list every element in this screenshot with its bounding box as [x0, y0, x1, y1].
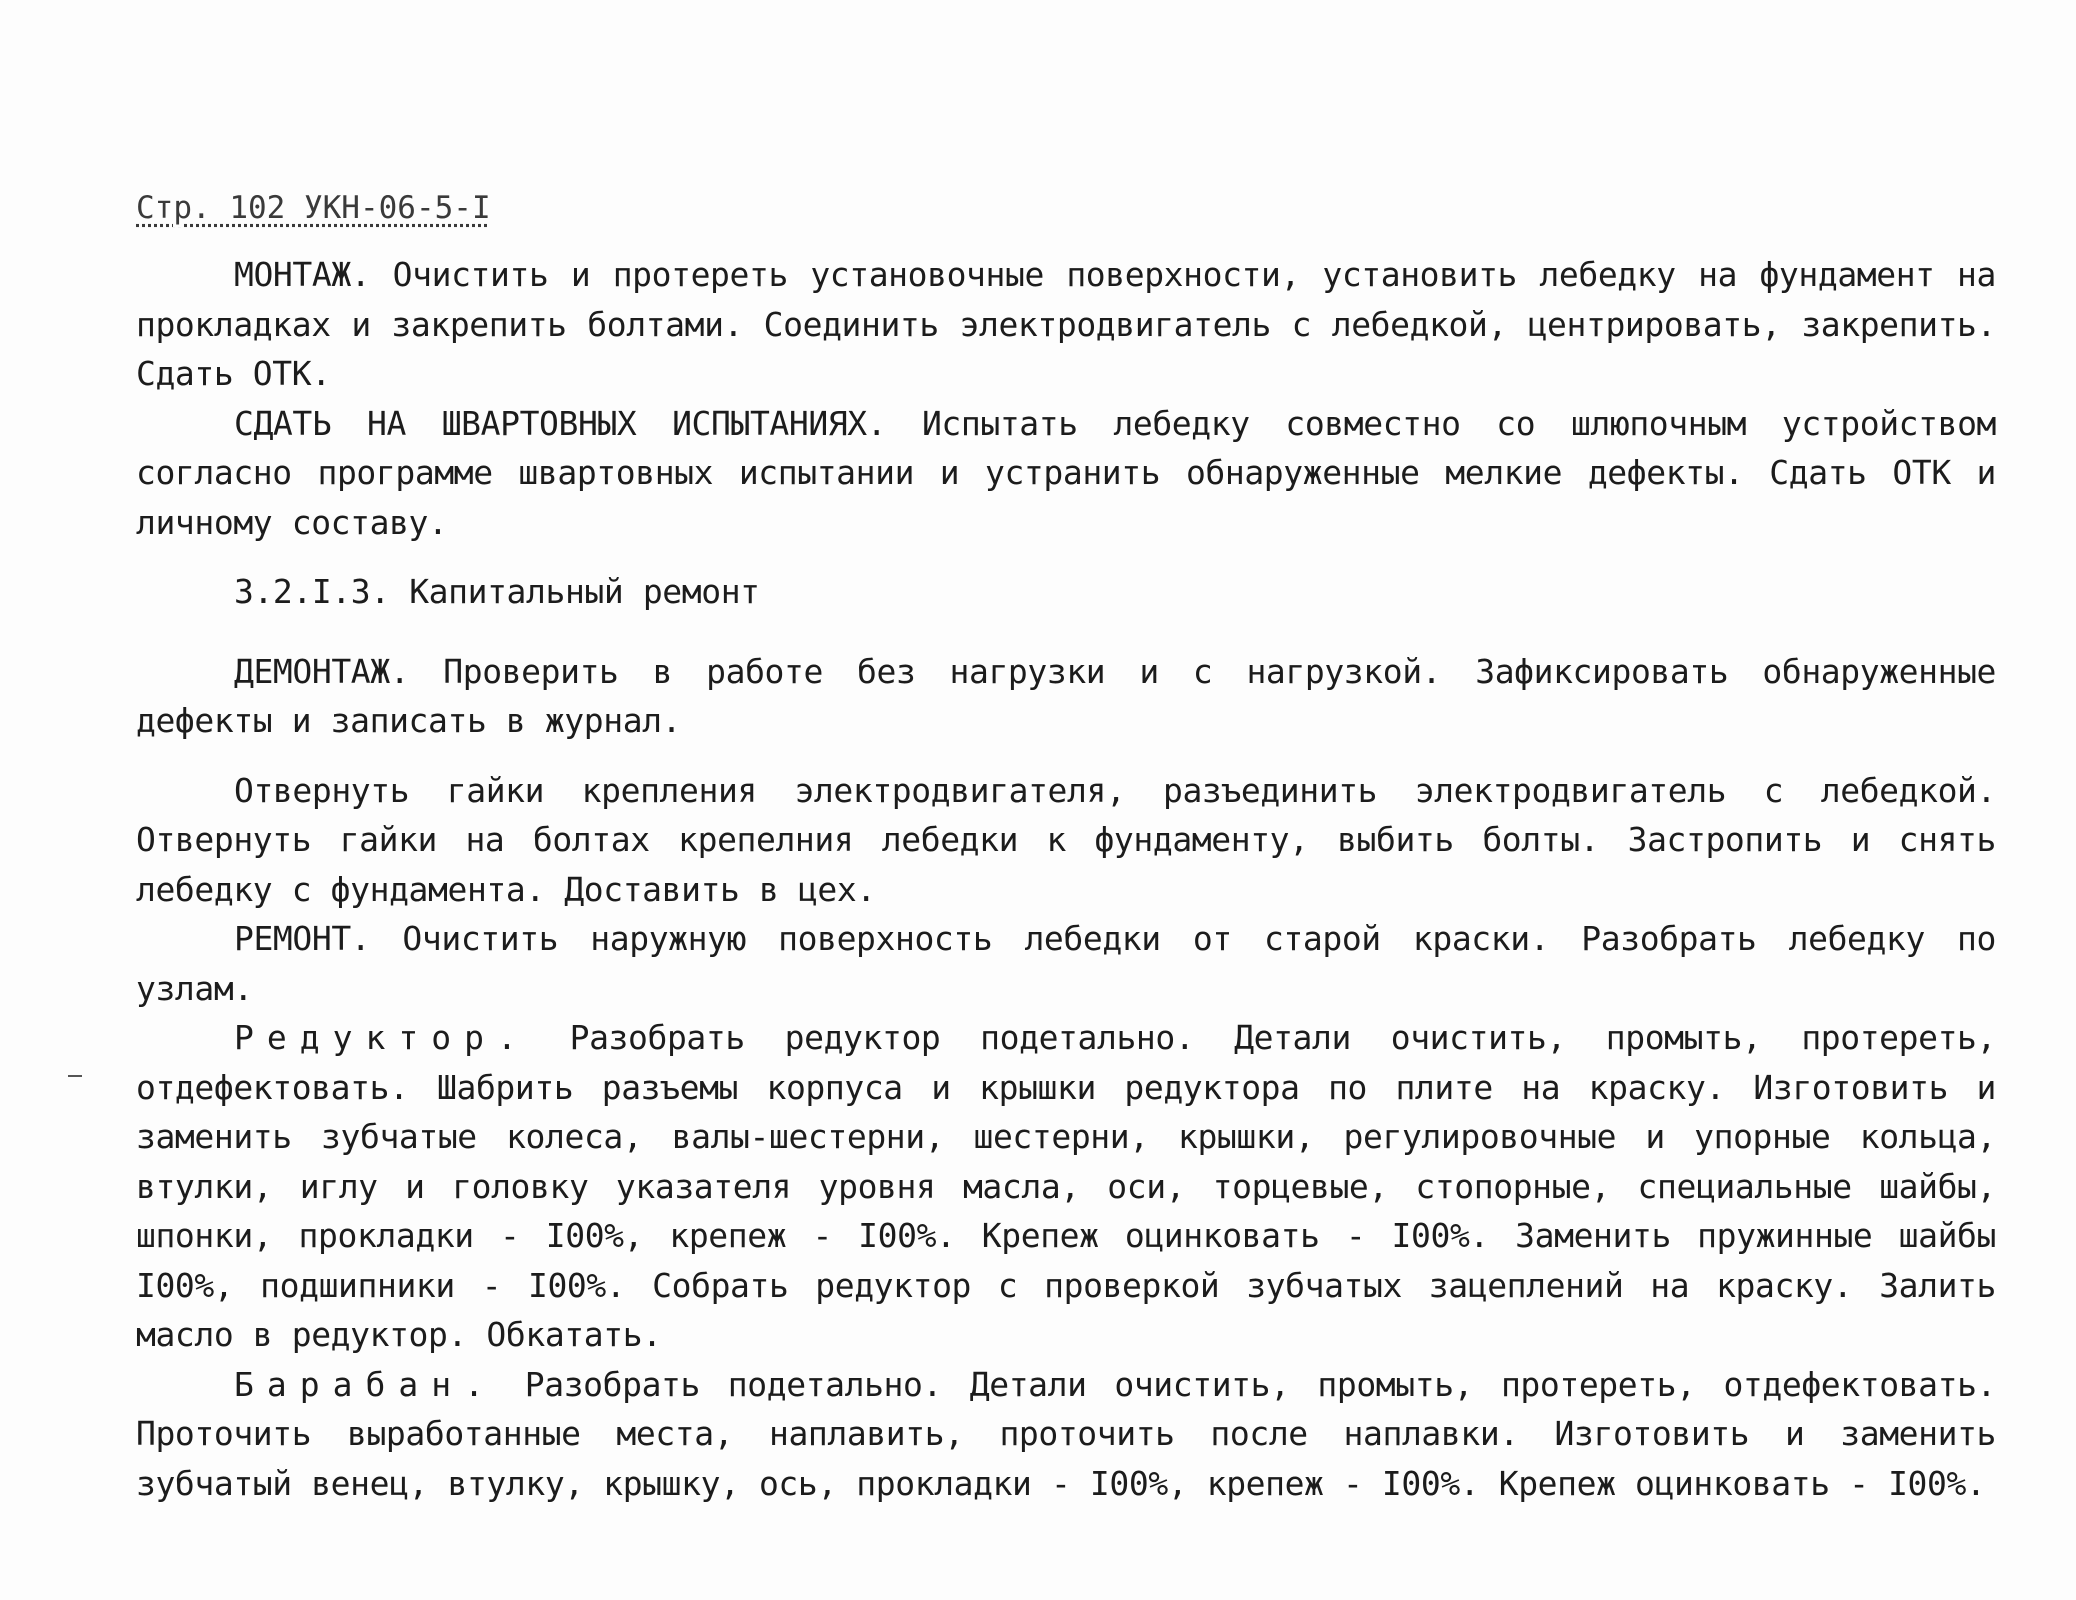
section-heading	[136, 567, 1996, 617]
paragraph-text: Проверить в работе без нагрузки и с нагрузкой. Зафиксировать обнаруженные дефекты и записать в журнал.	[136, 651, 1996, 740]
paragraph-unscrew	[136, 766, 1996, 915]
paragraph-lead: РЕМОНТ.	[234, 919, 371, 958]
margin-mark	[68, 1075, 82, 1077]
page-header: Стр. 102 УКН-06-5-I	[136, 190, 491, 226]
paragraph-text: Отвернуть гайки крепления электродвигателя, разъединить электродвигатель с лебедкой. Отвернуть гайки на болтах крепелния лебедки к фундаменту, выбить болты. Застропить и снять лебедку с фундамента. Доставить в цех.	[136, 770, 1996, 909]
paragraph-text: Испытать лебедку совместно со шлюпочным устройством согласно программе швартовных испытании и устранить обнаруженные мелкие дефекты. Сдать ОТК и личному составу.	[136, 403, 1997, 542]
paragraph-text: Разобрать редуктор подетально. Детали очистить, промыть, протереть, отдефектовать. Шабрить разъемы корпуса и крышки редуктора по плите на краску. Изготовить и заменить зубчатые колеса, валы-шестерни, шестерни, крышки, регулировочные и упорные кольца, втулки, иглу и головку указателя уровня масла, оси, торцевые, стопорные, специальные шайбы, шпонки, прокладки - I00%, крепеж - I00%. Крепеж оцинковать - I00%. Заменить пружинные шайбы I00%, подшипники - I00%. Собрать редуктор с проверкой зубчатых зацеплений на краску. Залить масло в редуктор. Обкатать.	[136, 1018, 1996, 1354]
paragraph-text: Очистить и протереть установочные поверхности, установить лебедку на фундамент на прокладках и закрепить болтами. Соединить электродвигатель с лебедкой, центрировать, закрепить. Сдать ОТК.	[136, 255, 1996, 393]
paragraph-repair	[136, 914, 1996, 1013]
paragraph-reducer	[136, 1013, 1996, 1360]
paragraph-lead: ДЕМОНТАЖ.	[234, 651, 410, 691]
paragraph-drum	[136, 1360, 1996, 1509]
section-heading-text: 3.2.I.3. Капитальный ремонт	[234, 572, 760, 611]
paragraph-lead: Барабан.	[234, 1364, 497, 1404]
paragraph-text: Очистить наружную поверхность лебедки от старой краски. Разобрать лебедку по узлам.	[136, 919, 1996, 1008]
paragraph-dismantling	[136, 647, 1996, 746]
paragraph-text: Разобрать подетально. Детали очистить, промыть, протереть, отдефектовать. Проточить выработанные места, наплавить, проточить после наплавки. Изготовить и заменить зубчатый венец, втулку, крышку, ось, прокладки - I00%, крепеж - I00%. Крепеж оцинковать - I00%.	[136, 1364, 1996, 1503]
paragraph-lead: Редуктор.	[234, 1018, 530, 1057]
paragraph-montage	[136, 250, 1996, 399]
paragraph-mooring-tests	[136, 399, 1996, 548]
document-body	[136, 250, 1996, 1508]
paragraph-lead: СДАТЬ НА ШВАРТОВНЫХ ИСПЫТАНИЯХ.	[234, 403, 887, 443]
paragraph-lead: МОНТАЖ.	[234, 255, 371, 294]
